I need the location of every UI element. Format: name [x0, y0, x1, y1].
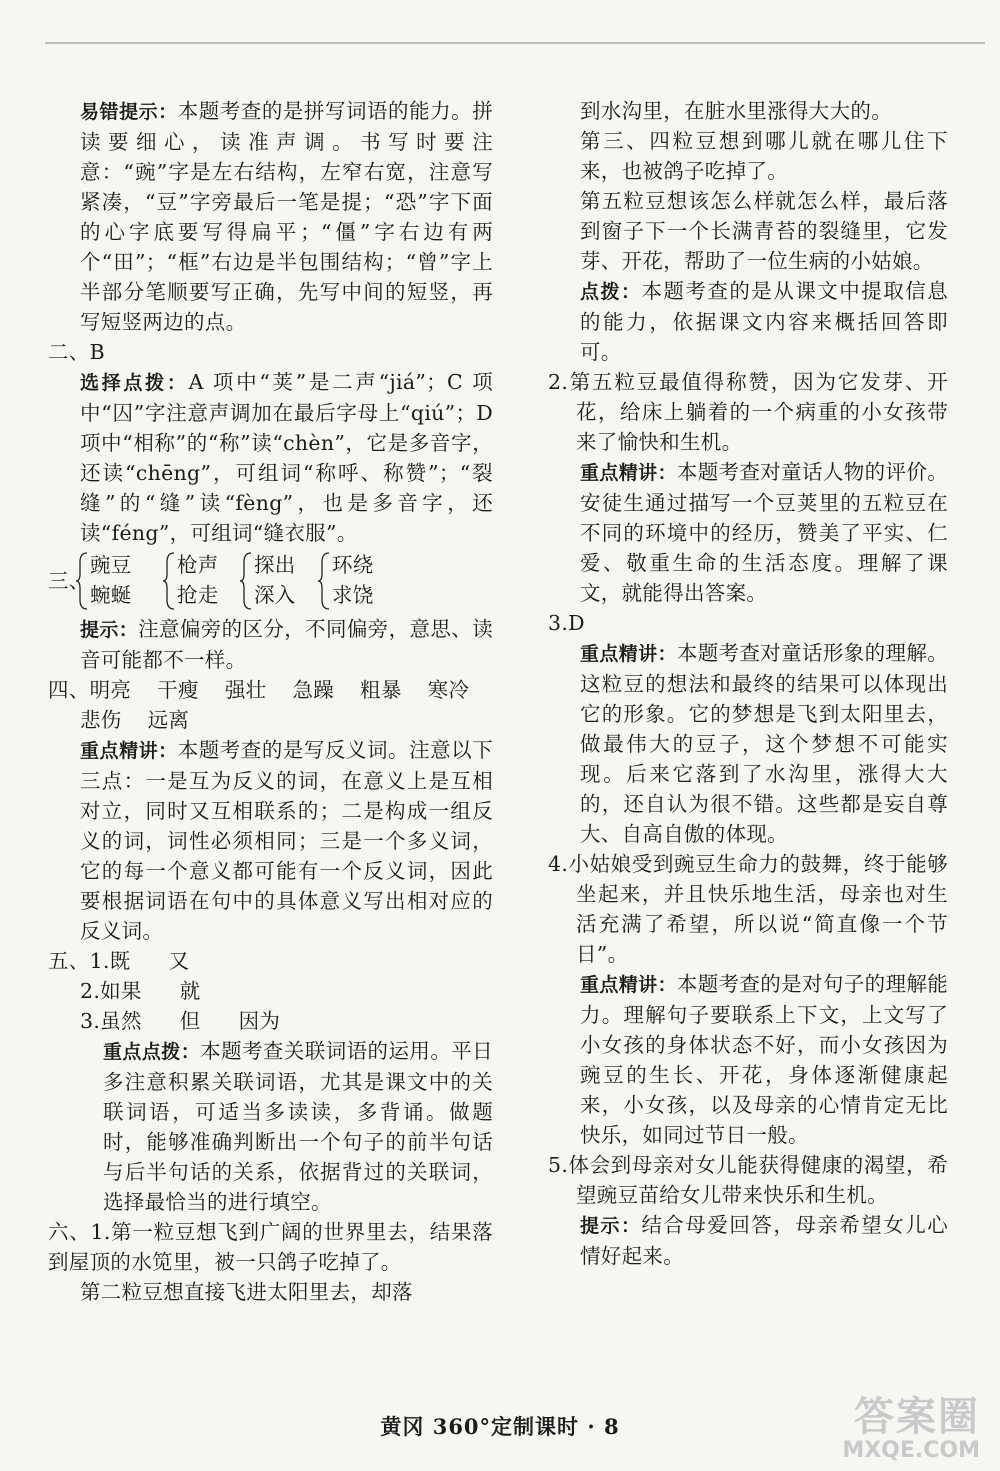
section-5-item-2: 2.如果 就	[80, 979, 201, 1003]
hint-label: 提示：	[580, 1215, 642, 1237]
section-5-item-1: 五、1.既 又	[48, 949, 190, 973]
hint-2	[548, 457, 948, 608]
answer-5: 5.体会到母亲对女儿能获得健康的渴望，希望豌豆苗给女儿带来快乐和生机。	[548, 1153, 948, 1207]
section-2-hint	[48, 367, 493, 548]
word-a: 枪声	[177, 553, 219, 577]
section-2-heading: 二、B	[48, 340, 105, 364]
answer-pea-5: 第五粒豆想该怎么样就怎么样，最后落到窗子下一个长满青苔的裂缝里，它发芽、开花，帮助了一位生病的小姑娘。	[580, 189, 948, 273]
answer-pea-3-4: 第三、四粒豆想到哪儿就在哪儿住下来，也被鸽子吃掉了。	[580, 129, 948, 183]
section-3-hint	[48, 614, 493, 675]
hint-text: 注意偏旁的区分，不同偏旁，意思、读音可能都不一样。	[80, 617, 493, 672]
hint-label: 点拨：	[580, 281, 642, 303]
hint-label: 重点点拨：	[103, 1041, 201, 1063]
top-rule	[45, 42, 985, 44]
hint-label: 易错提示：	[80, 101, 178, 123]
watermark-logo: 答案圈	[854, 1394, 980, 1440]
word-b: 蜿蜒	[90, 583, 132, 607]
hint-text: 本题考查的是从课文中提取信息的能力，依据课文内容来概括回答即可。	[580, 279, 949, 364]
brace-icon	[163, 552, 175, 610]
section-3-label: 三、	[48, 569, 90, 593]
watermark-url: MXQE.COM	[842, 1438, 980, 1463]
word-b: 深入	[254, 583, 296, 607]
hint-label: 重点精讲：	[580, 462, 677, 484]
answer-4: 4.小姑娘受到豌豆生命力的鼓舞，终于能够坐起来，并且快乐地生活，母亲也对生活充满了希望，所以说“简直像一个节日”。	[548, 852, 948, 966]
hint-1	[548, 276, 948, 367]
brace-icon	[76, 552, 88, 610]
section-6-item-1: 六、1.第一粒豆想飞到广阔的世界里去，结果落到屋顶的水笕里，被一只鸽子吃掉了。	[48, 1220, 494, 1274]
section-4-antonyms: 四、明亮 干瘦 强壮 急躁 粗暴 寒冷	[48, 678, 470, 702]
section-4-hint	[48, 735, 493, 946]
section-4-antonyms-row2: 悲伤 远离	[80, 708, 190, 732]
hint-text: 本题考查的是拼写词语的能力。拼读要细心，读准声调。书写时要注意：“豌”字是左右结构，左窄右宽，注意写紧凑，“豆”字旁最后一笔是提；“恐”字下面的心字底要写得扁平；“僵”字右边有两个“田”；“框”右边是半包围结构；“曾”字上半部分笔顺要写正确，先写中间的短竖，再写短竖两边的点。	[80, 99, 493, 334]
hint-text: A 项中“荚”是二声“jiá”；C 项中“囚”字注意声调加在最后字母上“qiú”；D 项中“相称”的“称”读“chèn”，它是多音字，还读“chēng”，可组词“称呼、称赞”；“裂缝”的“缝”读“fèng”，也是多音字，还读“féng”，可组词“缝衣服”。	[80, 370, 493, 545]
section-3-word-pairs	[48, 550, 493, 612]
section-5-hint	[48, 1036, 493, 1217]
left-column	[48, 96, 493, 1307]
hint-4	[548, 969, 948, 1150]
brace-icon	[318, 552, 330, 610]
hint-3	[548, 638, 948, 849]
word-pair-group	[240, 550, 320, 610]
word-pair-group	[163, 550, 243, 610]
section-6-item-2: 第二粒豆想直接飞进太阳里去，却落	[80, 1280, 413, 1304]
answer-continuation: 到水沟里，在脏水里涨得大大的。	[580, 99, 892, 123]
brace-icon	[240, 552, 252, 610]
hint-label: 重点精讲：	[580, 643, 677, 665]
word-pair-group	[76, 550, 156, 610]
section-4-label: 四、	[48, 678, 90, 702]
hint-label: 重点精讲：	[580, 974, 677, 996]
word-pair-group	[318, 550, 398, 610]
answer-2: 2.第五粒豆最值得称赞，因为它发芽、开花，给床上躺着的一个病重的小女孩带来了愉快和生机。	[548, 370, 948, 454]
watermark	[780, 1395, 980, 1465]
word-b: 抢走	[177, 583, 219, 607]
hint-5	[548, 1210, 948, 1271]
hint-text: 本题考查的是对句子的理解能力。理解句子要联系上下文，上文写了小女孩的身体状态不好，而小女孩因为豌豆的生长、开花，身体逐渐健康起来，小女孩，以及母亲的心情肯定无比快乐，如同过节日一般。	[580, 972, 948, 1147]
hint-text: 本题考查关联词语的运用。平日多注意积累关联词语，尤其是课文中的关联词语，可适当多读读，多背诵。做题时，能够准确判断出一个句子的前半句话与后半句话的关系，依据背过的关联词，选择最恰当的进行填空。	[103, 1039, 493, 1214]
hint-text: 本题考查的是写反义词。注意以下三点：一是互为反义的词，在意义上是互相对立，同时又互相联系的；二是构成一组反义的词，词性必须相同；三是一个多义词，它的每一个意义都可能有一个反义词，因此要根据词语在句中的具体意义写出相对应的反义词。	[80, 738, 493, 943]
hint-text: 结合母爱回答，母亲希望女儿心情好起来。	[580, 1213, 949, 1268]
word-b: 求饶	[332, 583, 374, 607]
word-a: 环绕	[332, 553, 374, 577]
hint-label: 选择点拨：	[80, 372, 189, 394]
hint-label: 重点精讲：	[80, 740, 178, 762]
word-a: 探出	[254, 553, 296, 577]
page-footer: 黄冈 360°定制课时 · 8	[380, 1414, 620, 1439]
word-a: 豌豆	[90, 553, 132, 577]
hint-text: 本题考查对童话形象的理解。这粒豆的想法和最终的结果可以体现出它的形象。它的梦想是飞到太阳里去，做最伟大的豆子，这个梦想不可能实现。后来它落到了水沟里，涨得大大的，还自认为很不错。这些都是妄自尊大、自高自傲的体现。	[580, 641, 948, 846]
section-5-item-3: 3.虽然 但 因为	[80, 1009, 281, 1033]
answer-3: 3.D	[548, 611, 585, 635]
error-hint-paragraph	[48, 96, 493, 337]
right-column	[548, 96, 948, 1271]
hint-label: 提示：	[80, 619, 139, 641]
hint-text: 本题考查对童话人物的评价。安徒生通过描写一个豆荚里的五粒豆在不同的环境中的经历，赞美了平实、仁爱、敬重生命的生活态度。理解了课文，就能得出答案。	[580, 460, 948, 605]
